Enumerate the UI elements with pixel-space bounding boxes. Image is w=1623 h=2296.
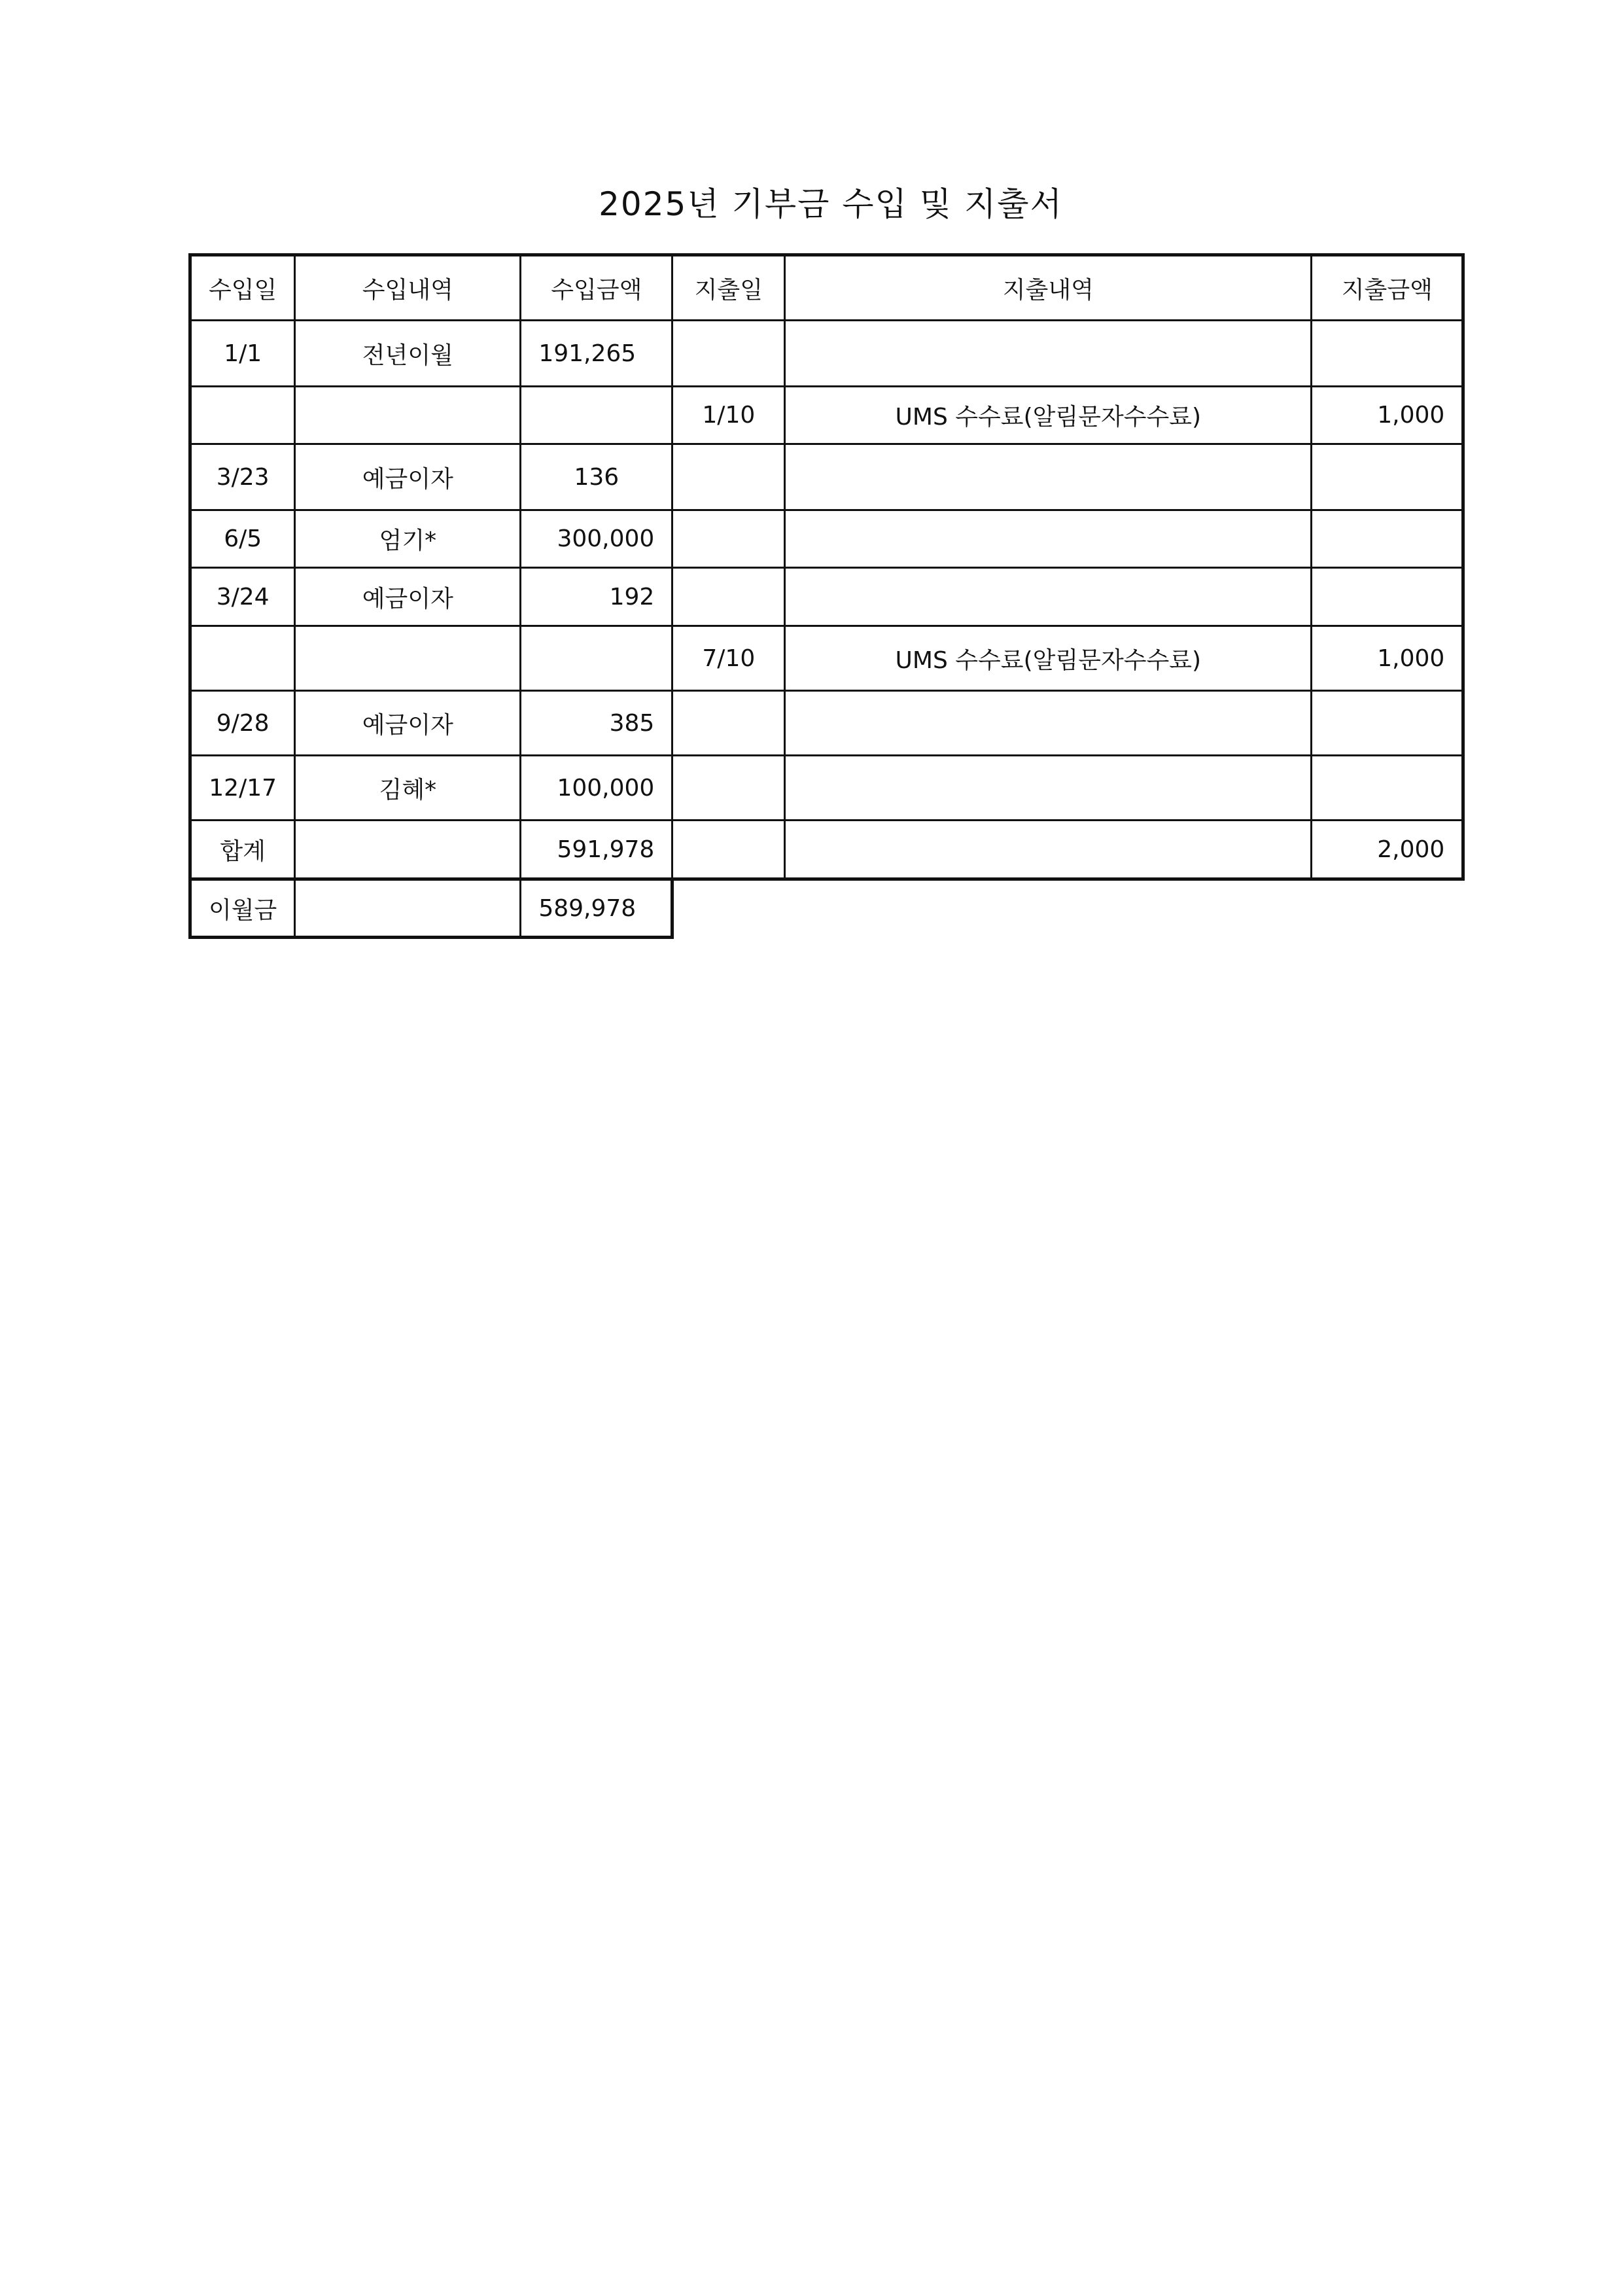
income-expense-table (188, 253, 1465, 939)
expense-amount (1312, 444, 1463, 510)
expense-date (672, 321, 785, 387)
expense-amount: 1,000 (1312, 387, 1463, 444)
income-desc: 예금이자 (295, 568, 521, 626)
income-desc: 전년이월 (295, 321, 521, 387)
expense-date: 7/10 (672, 626, 785, 691)
header-expense-date: 지출일 (672, 255, 785, 321)
carryover-row (190, 879, 1463, 938)
income-date: 9/28 (190, 691, 295, 756)
total-row (190, 821, 1463, 879)
expense-desc (785, 321, 1312, 387)
expense-desc: UMS 수수료(알림문자수수료) (785, 387, 1312, 444)
income-desc: 예금이자 (295, 691, 521, 756)
expense-date (672, 568, 785, 626)
expense-desc (785, 568, 1312, 626)
income-amount: 192 (521, 568, 672, 626)
expense-desc (785, 510, 1312, 568)
income-desc (295, 626, 521, 691)
total-income-desc (295, 821, 521, 879)
income-date: 1/1 (190, 321, 295, 387)
total-expense-date (672, 821, 785, 879)
page-title: 2025년 기부금 수입 및 지출서 (599, 185, 1063, 223)
income-amount: 100,000 (521, 756, 672, 821)
carryover-amount: 589,978 (521, 879, 672, 938)
carryover-blank (672, 879, 1463, 938)
total-label: 합계 (190, 821, 295, 879)
header-income-amount: 수입금액 (521, 255, 672, 321)
income-amount: 385 (521, 691, 672, 756)
expense-desc (785, 444, 1312, 510)
expense-amount (1312, 691, 1463, 756)
income-desc: 김혜* (295, 756, 521, 821)
expense-amount: 1,000 (1312, 626, 1463, 691)
income-date (190, 387, 295, 444)
header-row (190, 255, 1463, 321)
income-amount (521, 387, 672, 444)
carryover-desc (295, 879, 521, 938)
expense-date (672, 691, 785, 756)
table-row (190, 387, 1463, 444)
table-row (190, 568, 1463, 626)
expense-date: 1/10 (672, 387, 785, 444)
header-income-desc: 수입내역 (295, 255, 521, 321)
expense-desc: UMS 수수료(알림문자수수료) (785, 626, 1312, 691)
table-row (190, 444, 1463, 510)
expense-desc (785, 756, 1312, 821)
table-row (190, 756, 1463, 821)
table-row (190, 321, 1463, 387)
expense-amount (1312, 321, 1463, 387)
expense-date (672, 444, 785, 510)
table-row (190, 510, 1463, 568)
income-desc (295, 387, 521, 444)
income-date: 3/24 (190, 568, 295, 626)
income-desc: 예금이자 (295, 444, 521, 510)
table-row (190, 626, 1463, 691)
income-desc: 엄기* (295, 510, 521, 568)
total-expense-amount: 2,000 (1312, 821, 1463, 879)
total-expense-desc (785, 821, 1312, 879)
income-date: 6/5 (190, 510, 295, 568)
header-expense-amount: 지출금액 (1312, 255, 1463, 321)
expense-amount (1312, 756, 1463, 821)
income-amount: 191,265 (521, 321, 672, 387)
expense-date (672, 510, 785, 568)
income-amount (521, 626, 672, 691)
income-date: 12/17 (190, 756, 295, 821)
expense-amount (1312, 510, 1463, 568)
header-income-date: 수입일 (190, 255, 295, 321)
carryover-label: 이월금 (190, 879, 295, 938)
header-expense-desc: 지출내역 (785, 255, 1312, 321)
income-date: 3/23 (190, 444, 295, 510)
expense-desc (785, 691, 1312, 756)
total-income-amount: 591,978 (521, 821, 672, 879)
expense-amount (1312, 568, 1463, 626)
expense-date (672, 756, 785, 821)
table-row (190, 691, 1463, 756)
income-amount: 136 (521, 444, 672, 510)
income-date (190, 626, 295, 691)
income-amount: 300,000 (521, 510, 672, 568)
